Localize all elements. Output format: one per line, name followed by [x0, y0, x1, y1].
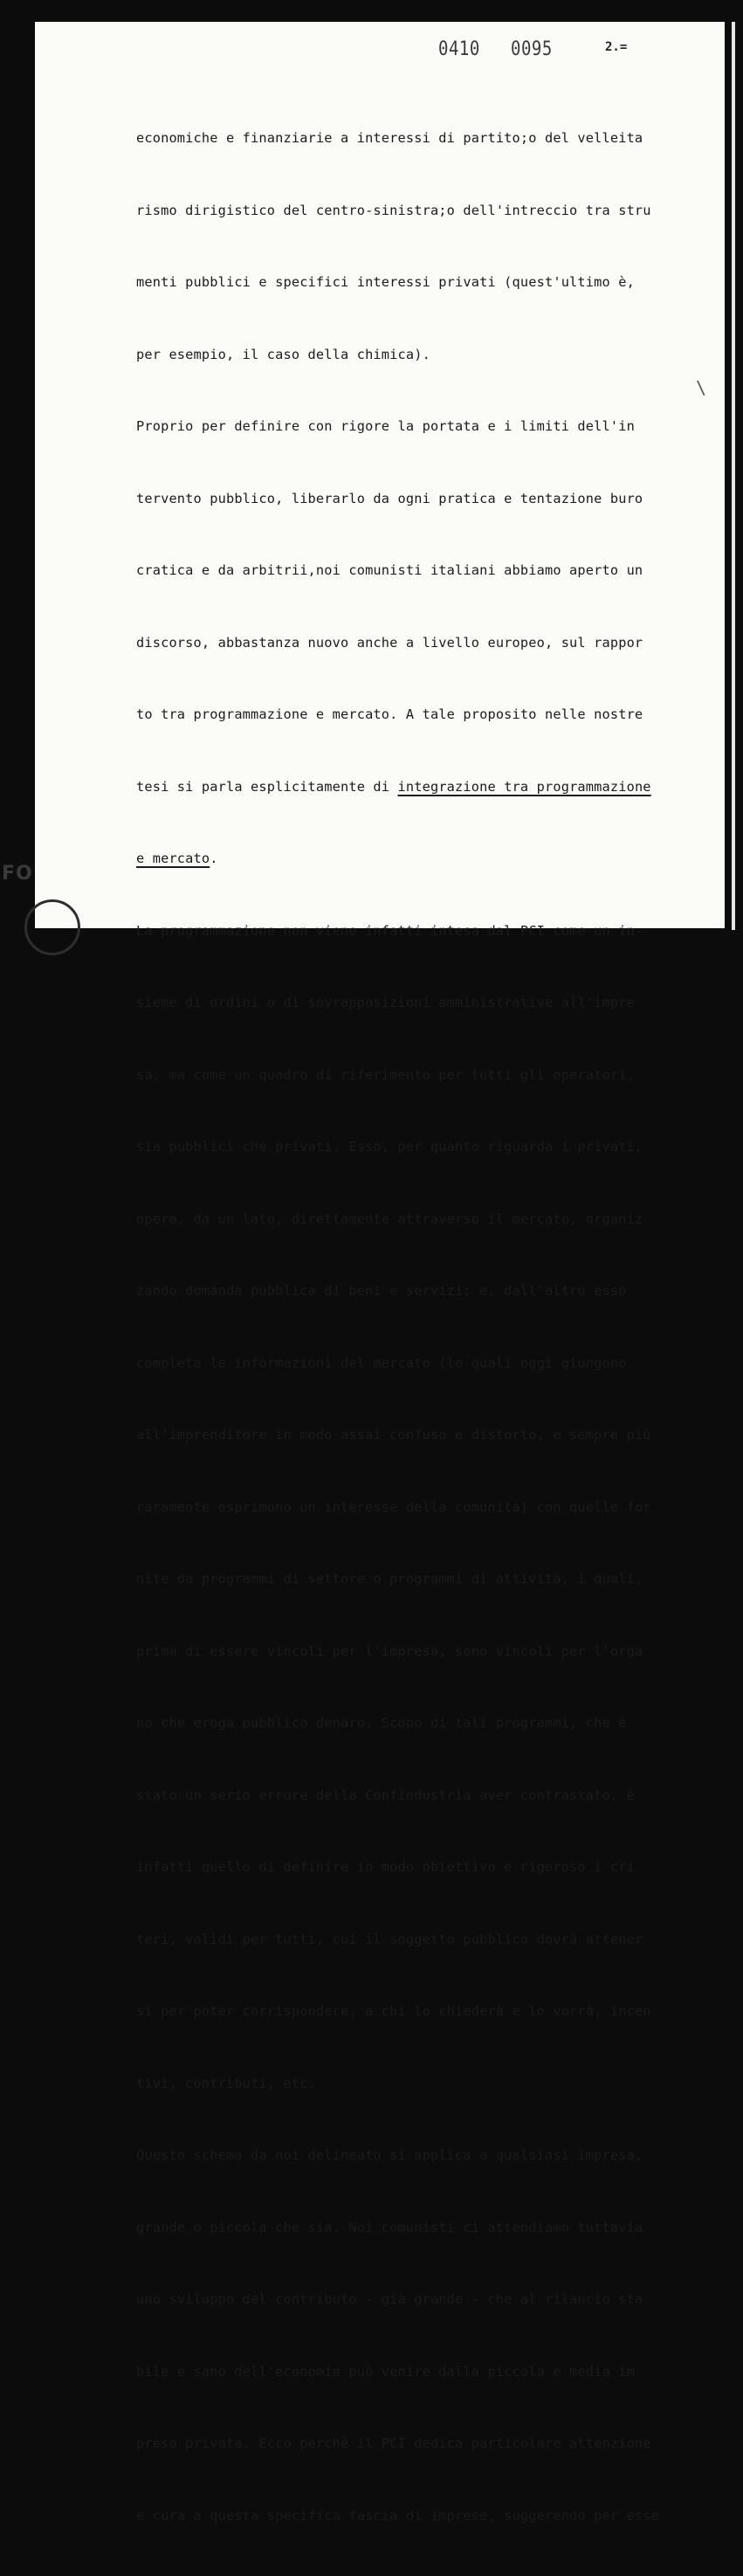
text-line: e cura a questa specifica fascia di imprese, suggerendo per esse: [136, 2507, 660, 2524]
text-line: teri, validi per tutti, cui il soggetto pubblico dovrà attener: [136, 1931, 643, 1947]
text-line: all'imprenditore in modo assai confuso e distorto, e sempre più: [136, 1427, 651, 1443]
text-line: Questo schema da noi delineato si applica a qualsiasi impresa,: [136, 2147, 643, 2163]
text-line: La programmazione non viene infatti intesa dal PCI come un in-: [136, 922, 643, 939]
document-page: [35, 22, 725, 2524]
text-line: discorso, abbastanza nuovo anche a livello europeo, sul rappor: [136, 634, 643, 651]
text-line: to tra programmazione e mercato. A tale proposito nelle nostre: [136, 706, 643, 722]
archive-code-2: 0095: [511, 38, 553, 60]
text-line: [136, 847, 721, 871]
text-line: per esempio, il caso della chimica).: [136, 346, 430, 362]
text-line: rismo dirigistico del centro-sinistra;o dell'intreccio tra stru: [136, 202, 651, 218]
text-line: sa, ma come un quadro di riferimento per tutti gli operatori,: [136, 1066, 635, 1083]
page-number: 2.=: [605, 40, 628, 54]
watermark-logo: FO: [2, 863, 33, 885]
text-line: tivi, contributi, etc.: [136, 2075, 316, 2091]
text-line: nite da programmi di settore o programmi di attività, i quali,: [136, 1571, 643, 1587]
watermark-ring-icon: [24, 899, 80, 955]
text-line: sieme di ordini o di sovrapposizioni amministrative all'impre: [136, 995, 635, 1010]
text-fragment: .: [210, 851, 218, 866]
text-line: prima di essere vincoli per l'impresa, sono vincoli per l'orga: [136, 1643, 643, 1659]
text-line: bile e sano dell'economia può venire dalla piccola e media im: [136, 2363, 635, 2380]
text-fragment: tesi si parla esplicitamente di: [136, 778, 398, 795]
page-edge: [732, 22, 735, 930]
underlined-phrase: integrazione tra programmazione: [397, 778, 651, 795]
text-line: Proprio per definire con rigore la portata e i limiti dell'in: [136, 418, 635, 434]
margin-mark: \: [696, 377, 707, 398]
text-line: grande o piccola che sia. Noi comunisti ci attendiamo tuttavia: [136, 2219, 643, 2235]
underlined-phrase-end: e mercato: [136, 851, 210, 866]
text-line: [136, 775, 721, 800]
text-line: presa privata. Ecco perchè il PCI dedica particolare attenzione: [136, 2435, 651, 2451]
body-text: [136, 79, 721, 2576]
text-line: no che eroga pubblico denaro. Scopo di tali programmi, che è: [136, 1715, 627, 1731]
text-line: tervento pubblico, liberarlo da ogni pratica e tentazione buro: [136, 490, 643, 506]
text-line: menti pubblici e specifici interessi privati (quest'ultimo è,: [136, 274, 635, 290]
text-line: uno sviluppo del contributo - già grande - che al rilancio sta: [136, 2291, 643, 2307]
text-line: economiche e finanziarie a interessi di partito;o del velleita: [136, 130, 643, 146]
text-line: sia pubblici che privati. Esso, per quanto riguarda i privati,: [136, 1139, 643, 1154]
text-line: stato un serio errore della Confindustria aver contrastato, è: [136, 1787, 635, 1803]
text-line: infatti quello di definire in modo obiettivo e rigoroso i cri: [136, 1859, 635, 1875]
text-line: opera, da un lato, direttamente attraverso il mercato, organiz: [136, 1210, 643, 1227]
text-line: cratica e da arbitrii,noi comunisti italiani abbiamo aperto un: [136, 562, 643, 578]
text-line: zando domanda pubblica di beni e servizi; e, dall'altro esso: [136, 1283, 627, 1298]
text-line: raramente esprimono un interesse della comunità) con quelle for: [136, 1498, 651, 1515]
archive-code-1: 0410: [438, 38, 480, 60]
text-line: si per poter corrispondere, a chi lo chiederà e lo vorrà, incen: [136, 2003, 651, 2019]
text-line: completa le informazioni del mercato (le quali oggi giungono: [136, 1354, 627, 1371]
